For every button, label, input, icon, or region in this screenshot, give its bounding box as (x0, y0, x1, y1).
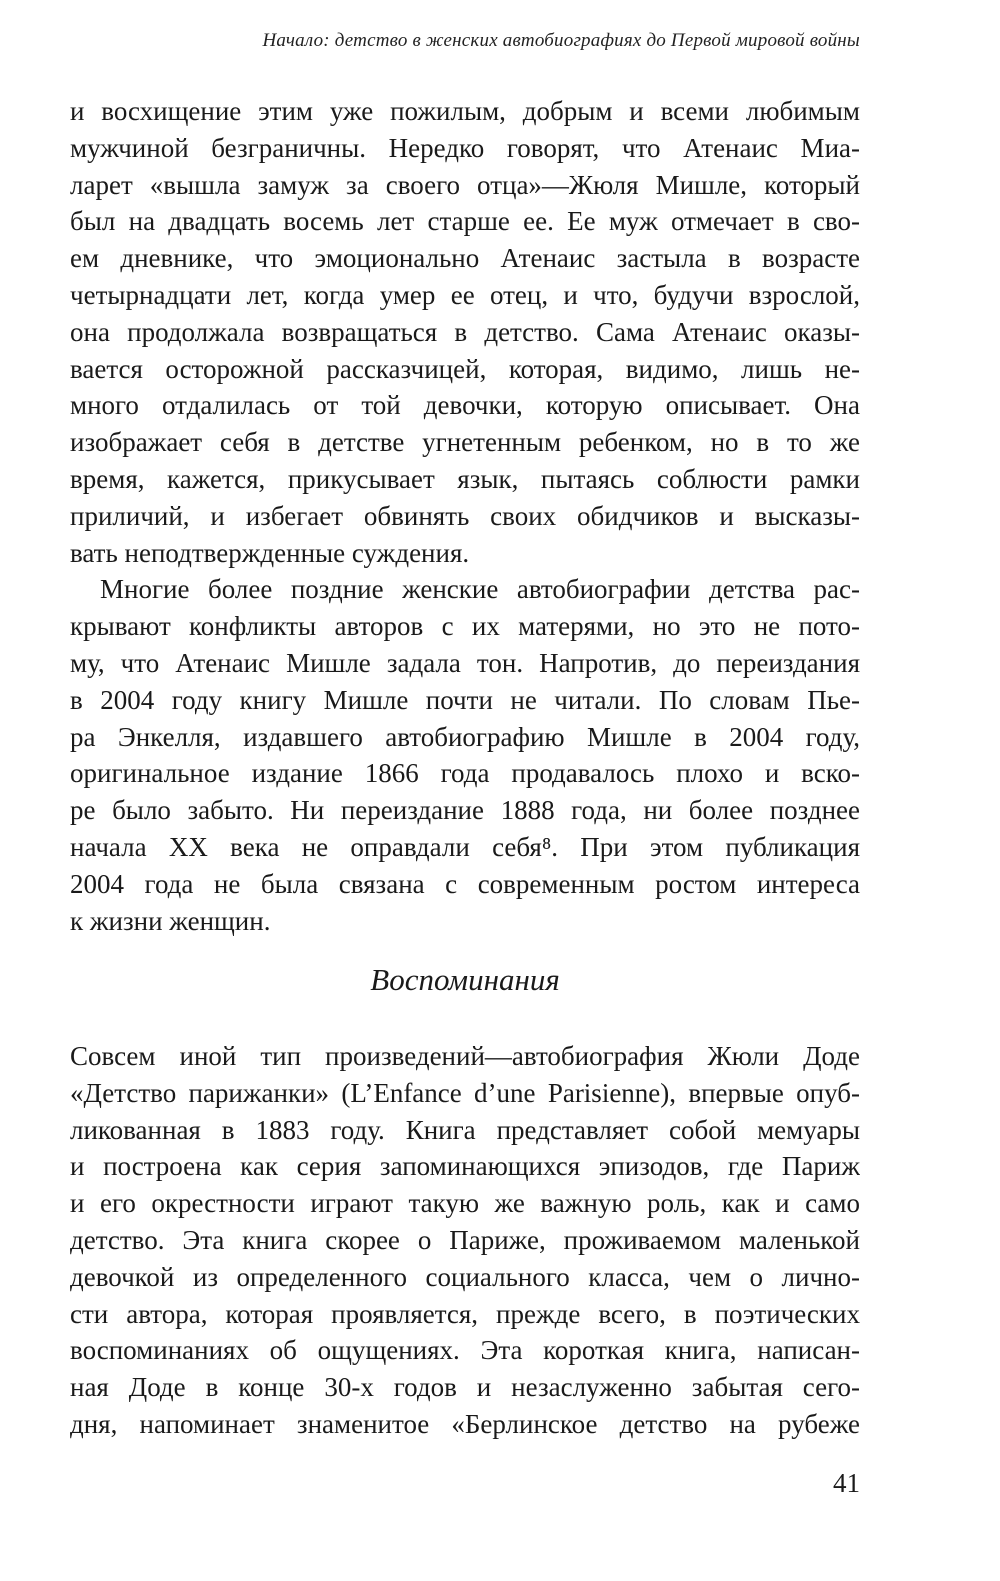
text-line: воспоминаниях об ощущениях. Эта короткая книга, написан- (70, 1335, 860, 1366)
text-line: девочкой из определенного социального класса, чем о лично- (70, 1261, 860, 1292)
text-line: изображает себя в детстве угнетенным ребенком, но в то же (70, 427, 860, 458)
page-number: 41 (833, 1468, 860, 1498)
text-line: дня, напоминает знаменитое «Берлинское детство на рубеже (70, 1408, 860, 1439)
text-line: она продолжала возвращаться в детство. Сама Атенаис оказы- (70, 316, 860, 347)
text-line: 2004 года не была связана с современным ростом интереса (70, 868, 860, 899)
text-line: приличий, и избегает обвинять своих обидчиков и высказы- (70, 500, 860, 531)
text-line: и восхищение этим уже пожилым, добрым и всеми любимым (70, 96, 860, 126)
text-line: четырнадцати лет, когда умер ее отец, и что, будучи взрослой, (70, 279, 860, 310)
text-line: много отдалилась от той девочки, которую описывает. Она (70, 390, 860, 421)
text-line: Многие более поздние женские автобиографии детства рас- (100, 574, 860, 605)
text-line: ре было забыто. Ни переиздание 1888 года, ни более позднее (70, 795, 860, 826)
text-line: время, кажется, прикусывает язык, пытаясь соблюсти рамки (70, 463, 860, 494)
text-line: был на двадцать восемь лет старше ее. Ее муж отмечает в сво- (70, 206, 860, 237)
text-line: к жизни женщин. (70, 905, 271, 936)
text-line: ларет «вышла замуж за своего отца»—Жюля Мишле, который (70, 169, 860, 200)
text-line: сти автора, которая проявляется, прежде всего, в поэтических (70, 1298, 860, 1329)
text-line: вать неподтвержденные суждения. (70, 537, 470, 568)
text-line: оригинальное издание 1866 года продавалось плохо и вско- (70, 758, 860, 789)
body-text-block-2 (70, 1038, 860, 1443)
text-line: начала XX века не оправдали себя⁸. При этом публикация (70, 831, 860, 862)
body-text-block-1 (70, 93, 860, 939)
text-line: «Детство парижанки» (L’Enfance d’une Parisienne), впервые опуб- (70, 1077, 860, 1108)
text-line: и его окрестности играют такую же важную роль, как и само (70, 1188, 860, 1219)
section-heading: Воспоминания (370, 962, 560, 997)
text-line: мужчиной безграничны. Нередко говорят, что Атенаис Миа- (70, 132, 860, 163)
text-line: крывают конфликты авторов с их матерями, но это не пото- (70, 611, 860, 642)
text-line: и построена как серия запоминающихся эпизодов, где Париж (70, 1151, 860, 1182)
text-line: в 2004 году книгу Мишле почти не читали. По словам Пье- (70, 684, 860, 715)
text-line: ная Доде в конце 30-х годов и незаслуженно забытая сего- (70, 1372, 860, 1403)
text-line: ем дневнике, что эмоционально Атенаис застыла в возрасте (70, 243, 860, 274)
text-line: ликованная в 1883 году. Книга представляет собой мемуары (70, 1114, 860, 1145)
text-line: ра Энкелля, издавшего автобиографию Мишле в 2004 году, (70, 721, 860, 752)
text-line: му, что Атенаис Мишле задала тон. Напротив, до переиздания (70, 647, 860, 678)
running-head: Начало: детство в женских автобиографиях до Первой мировой войны (262, 30, 860, 51)
text-line: Совсем иной тип произведений—автобиография Жюли Доде (70, 1041, 860, 1071)
text-line: детство. Эта книга скорее о Париже, проживаемом маленькой (70, 1224, 860, 1255)
text-line: вается осторожной рассказчицей, которая, видимо, лишь не- (70, 353, 860, 384)
